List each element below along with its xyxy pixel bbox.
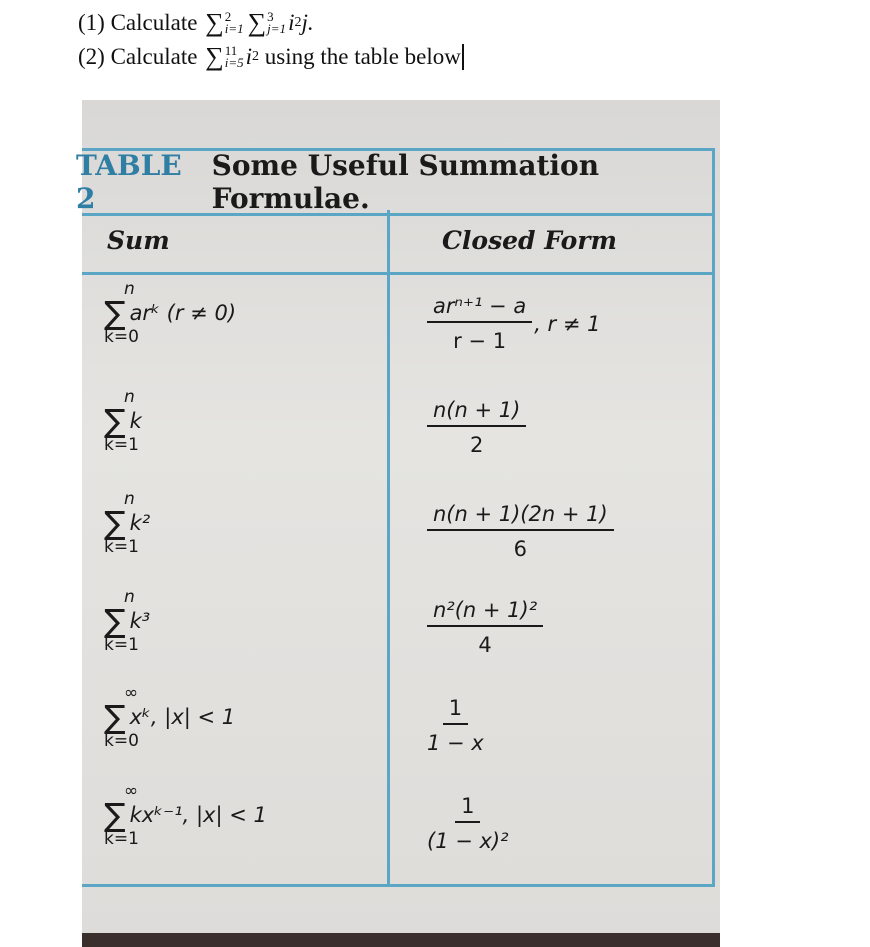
sum-upper: n [124, 587, 135, 607]
header-closed-form: Closed Form [442, 226, 617, 255]
sigma-icon: ∑ [104, 796, 126, 834]
sigma-icon: ∑ [205, 42, 224, 71]
table-row-sum [104, 490, 150, 556]
sum-upper: 11 [224, 43, 238, 58]
question-2-verb: Calculate [110, 44, 198, 69]
table-row-closed [427, 696, 667, 755]
question-1-number: (1) [78, 10, 105, 35]
term-tail: j. [301, 10, 314, 35]
sum-upper: n [124, 279, 135, 299]
term-exponent: 2 [252, 49, 260, 64]
sigma-icon: ∑ [104, 402, 126, 440]
table-row-sum [104, 588, 150, 654]
sigma-icon: ∑ [104, 698, 126, 736]
question-2 [78, 40, 464, 74]
sum-upper: 2 [224, 9, 232, 24]
column-divider [387, 210, 390, 884]
closed-denominator: 1 − x [427, 731, 484, 755]
sum-lower: j=1 [267, 21, 287, 36]
sigma-icon: ∑ [104, 602, 126, 640]
closed-denominator: 6 [513, 537, 528, 561]
text-cursor [462, 44, 464, 70]
table-row-sum [104, 782, 267, 848]
term-base: i [288, 10, 295, 35]
table-row-sum [104, 684, 235, 750]
sum-expression: k³ [129, 609, 151, 633]
summation-i [205, 10, 243, 36]
sigma-icon: ∑ [104, 294, 126, 332]
sum-lower: k=1 [104, 635, 139, 655]
header-sum: Sum [107, 226, 170, 255]
summation-j [248, 10, 286, 36]
table-number: TABLE 2 [76, 149, 182, 215]
sum-upper: ∞ [124, 781, 139, 801]
header-divider [82, 272, 712, 275]
sum-lower: i=1 [224, 21, 244, 36]
question-text [78, 6, 464, 74]
table-row-closed [427, 598, 667, 657]
table-row-sum [104, 388, 142, 454]
sum-upper: n [124, 387, 135, 407]
sum-expression: xᵏ, |x| < 1 [129, 705, 236, 729]
sigma-icon: ∑ [104, 504, 126, 542]
sum-lower: k=0 [104, 327, 139, 347]
question-2-number: (2) [78, 44, 105, 69]
sigma-icon: ∑ [205, 8, 224, 37]
table-row-closed [427, 398, 667, 457]
sum-upper: 3 [267, 9, 274, 24]
table-title-bar [76, 148, 715, 216]
sum-lower: k=1 [104, 537, 139, 557]
sum-lower: i=5 [224, 55, 244, 70]
sum-lower: k=1 [104, 829, 139, 849]
closed-numerator: n²(n + 1)² [427, 598, 543, 627]
sigma-icon: ∑ [247, 8, 267, 37]
closed-numerator: 1 [443, 696, 468, 725]
summation-table [82, 210, 715, 887]
sum-expression: kxᵏ⁻¹, |x| < 1 [129, 803, 267, 827]
table-photo [76, 100, 720, 947]
table-row-closed [427, 502, 667, 561]
closed-condition: , r ≠ 1 [534, 311, 601, 336]
table-title: Some Useful Summation Formulae. [211, 149, 600, 215]
summation-i [205, 44, 243, 70]
closed-numerator: n(n + 1)(2n + 1) [427, 502, 614, 531]
question-1 [78, 6, 464, 40]
sum-expression: k [129, 409, 142, 433]
photo-bottom-edge [82, 933, 720, 947]
term-exponent: 2 [294, 15, 302, 30]
closed-denominator: r − 1 [453, 329, 507, 353]
closed-numerator: 1 [455, 794, 480, 823]
sum-expression: k² [129, 511, 151, 535]
sum-upper: ∞ [124, 683, 139, 703]
question-1-verb: Calculate [110, 10, 198, 35]
sum-upper: n [124, 489, 135, 509]
table-row-closed [427, 294, 667, 353]
closed-denominator: 2 [469, 433, 484, 457]
sum-lower: k=0 [104, 731, 139, 751]
term-base: i [245, 44, 253, 69]
sum-expression: arᵏ (r ≠ 0) [129, 301, 237, 325]
table-row-closed [427, 794, 667, 853]
closed-numerator: n(n + 1) [427, 398, 526, 427]
question-2-text: using the table below [264, 44, 461, 69]
closed-denominator: (1 − x)² [427, 829, 509, 853]
closed-numerator: arⁿ⁺¹ − a [427, 294, 532, 323]
sum-lower: k=1 [104, 435, 139, 455]
closed-denominator: 4 [478, 633, 492, 657]
table-row-sum [104, 280, 236, 346]
